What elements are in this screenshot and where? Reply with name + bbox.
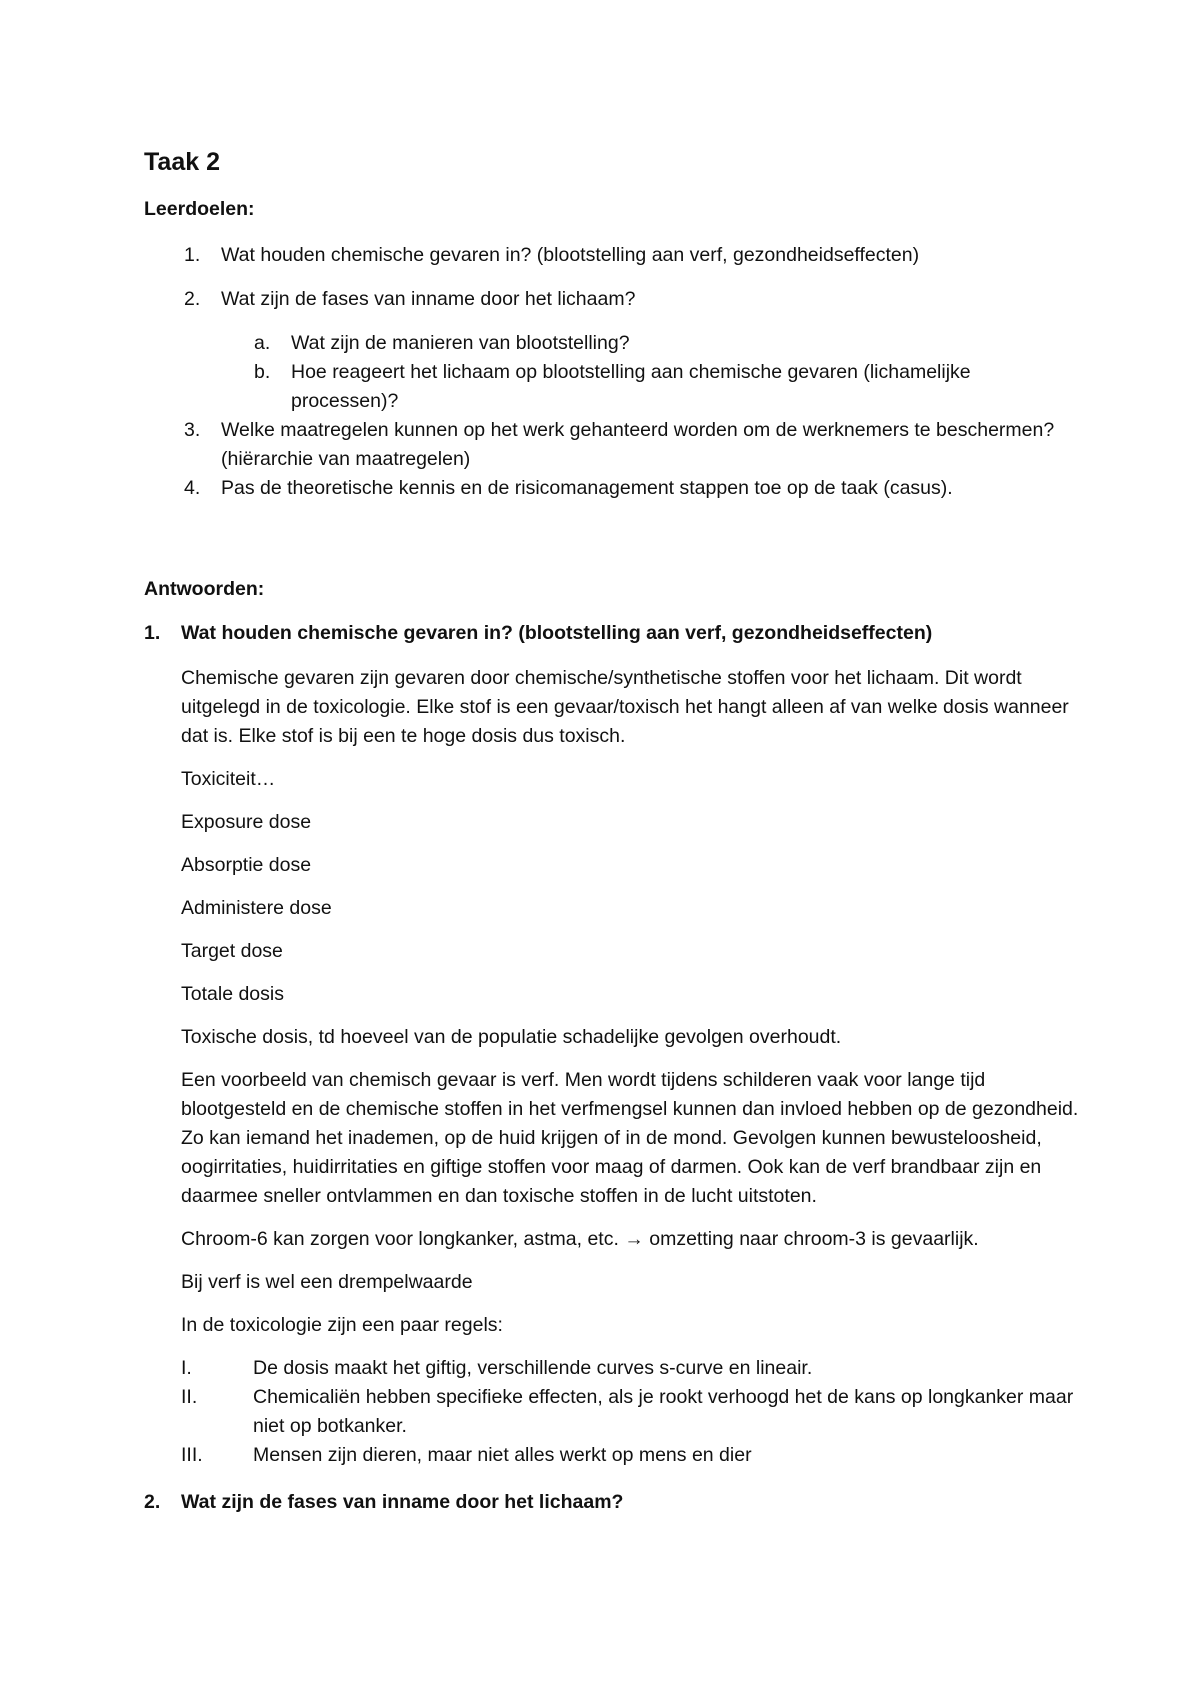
paragraph-target-dose: Target dose (181, 940, 283, 962)
goal-item-4 (144, 474, 1080, 503)
question-2-heading (144, 1488, 1080, 1517)
paragraph-rules-intro: In de toxicologie zijn een paar regels: (181, 1314, 503, 1336)
rule-marker: I. (181, 1357, 192, 1379)
goal-subitem-marker: b. (254, 361, 271, 383)
paragraph-toxic-dose: Toxische dosis, td hoeveel van de populatie schadelijke gevolgen overhoudt. (181, 1026, 842, 1048)
goal-marker: 2. (184, 288, 201, 310)
goal-subitem-text: Wat zijn de manieren van blootstelling? (291, 332, 630, 354)
goal-subitem-text: Hoe reageert het lichaam op blootstelling aan chemische gevaren (lichamelijke processen)? (291, 361, 971, 412)
goal-marker: 4. (184, 477, 201, 499)
paragraph-total-dose: Totale dosis (181, 983, 284, 1005)
answer-1-body (144, 664, 1080, 1340)
rule-item-1 (181, 1354, 1080, 1383)
goal-text: Pas de theoretische kennis en de risicomanagement stappen toe op de taak (casus). (221, 477, 953, 499)
goal-marker: 3. (184, 419, 201, 441)
chromium-text-after: omzetting naar chroom-3 is gevaarlijk. (649, 1228, 979, 1250)
chromium-text-before: Chroom-6 kan zorgen voor longkanker, astma, etc. (181, 1228, 619, 1250)
toxicology-rules-list (144, 1354, 1080, 1470)
rule-marker: II. (181, 1386, 198, 1408)
paragraph-administered-dose: Administere dose (181, 897, 332, 919)
rule-text: Chemicaliën hebben specifieke effecten, als je rookt verhoogd het de kans op longkanker maar niet op botkanker. (253, 1386, 1074, 1437)
question-1-heading (144, 619, 1080, 648)
arrow-right-icon: → (624, 1228, 644, 1250)
question-marker: 1. (144, 622, 161, 644)
goal-subitem-marker: a. (254, 332, 271, 354)
rule-text: De dosis maakt het giftig, verschillende curves s-curve en lineair. (253, 1357, 813, 1379)
paragraph-exposure-dose: Exposure dose (181, 811, 312, 833)
goal-text: Welke maatregelen kunnen op het werk gehanteerd worden om de werknemers te beschermen? (hiërarchie van maatregelen) (221, 419, 1055, 470)
goal-item-2 (144, 285, 1080, 314)
question-text: Wat houden chemische gevaren in? (blootstelling aan verf, gezondheidseffecten) (181, 622, 933, 644)
goal-text: Wat houden chemische gevaren in? (blootstelling aan verf, gezondheidseffecten) (221, 244, 920, 266)
answers-label: Antwoorden: (144, 578, 265, 600)
goal-item-1 (144, 241, 1080, 270)
goal-subitem-b (144, 358, 1080, 416)
paragraph-absorption-dose: Absorptie dose (181, 854, 312, 876)
learning-goals-list (144, 241, 1080, 503)
paragraph-paint-example: Een voorbeeld van chemisch gevaar is verf. Men wordt tijdens schilderen vaak voor lange tijd blootgesteld en de chemische stoffen in het verfmengsel kunnen dan invloed hebben op de gezondheid. Zo kan iemand het inademen, op de huid krijgen of in de mond. Gevolgen kunnen bewusteloosheid, oogirritaties, huidirritaties en giftige stoffen voor maag of darmen. Ook kan de verf brandbaar zijn en daarmee sneller ontvlammen en dan toxische stoffen in de lucht uitstoten. (181, 1069, 1079, 1207)
rule-item-2 (181, 1383, 1080, 1441)
goal-subitem-a (144, 329, 1080, 358)
rule-marker: III. (181, 1444, 203, 1466)
rule-item-3 (181, 1441, 1080, 1470)
document-title: Taak 2 (144, 148, 220, 176)
goal-item-3 (144, 416, 1080, 474)
rule-text: Mensen zijn dieren, maar niet alles werkt op mens en dier (253, 1444, 752, 1466)
paragraph-threshold: Bij verf is wel een drempelwaarde (181, 1271, 473, 1293)
paragraph-chemical-hazards: Chemische gevaren zijn gevaren door chemische/synthetische stoffen voor het lichaam. Dit wordt uitgelegd in de toxicologie. Elke stof is een gevaar/toxisch het hangt alleen af van welke dosis wanneer dat is. Elke stof is bij een te hoge dosis dus toxisch. (181, 667, 1069, 747)
question-text: Wat zijn de fases van inname door het lichaam? (181, 1491, 624, 1513)
goal-marker: 1. (184, 244, 201, 266)
paragraph-toxicity: Toxiciteit… (181, 768, 276, 790)
paragraph-chromium (181, 1225, 1080, 1254)
learning-goals-label: Leerdoelen: (144, 198, 255, 220)
question-marker: 2. (144, 1491, 161, 1513)
goal-text: Wat zijn de fases van inname door het lichaam? (221, 288, 636, 310)
